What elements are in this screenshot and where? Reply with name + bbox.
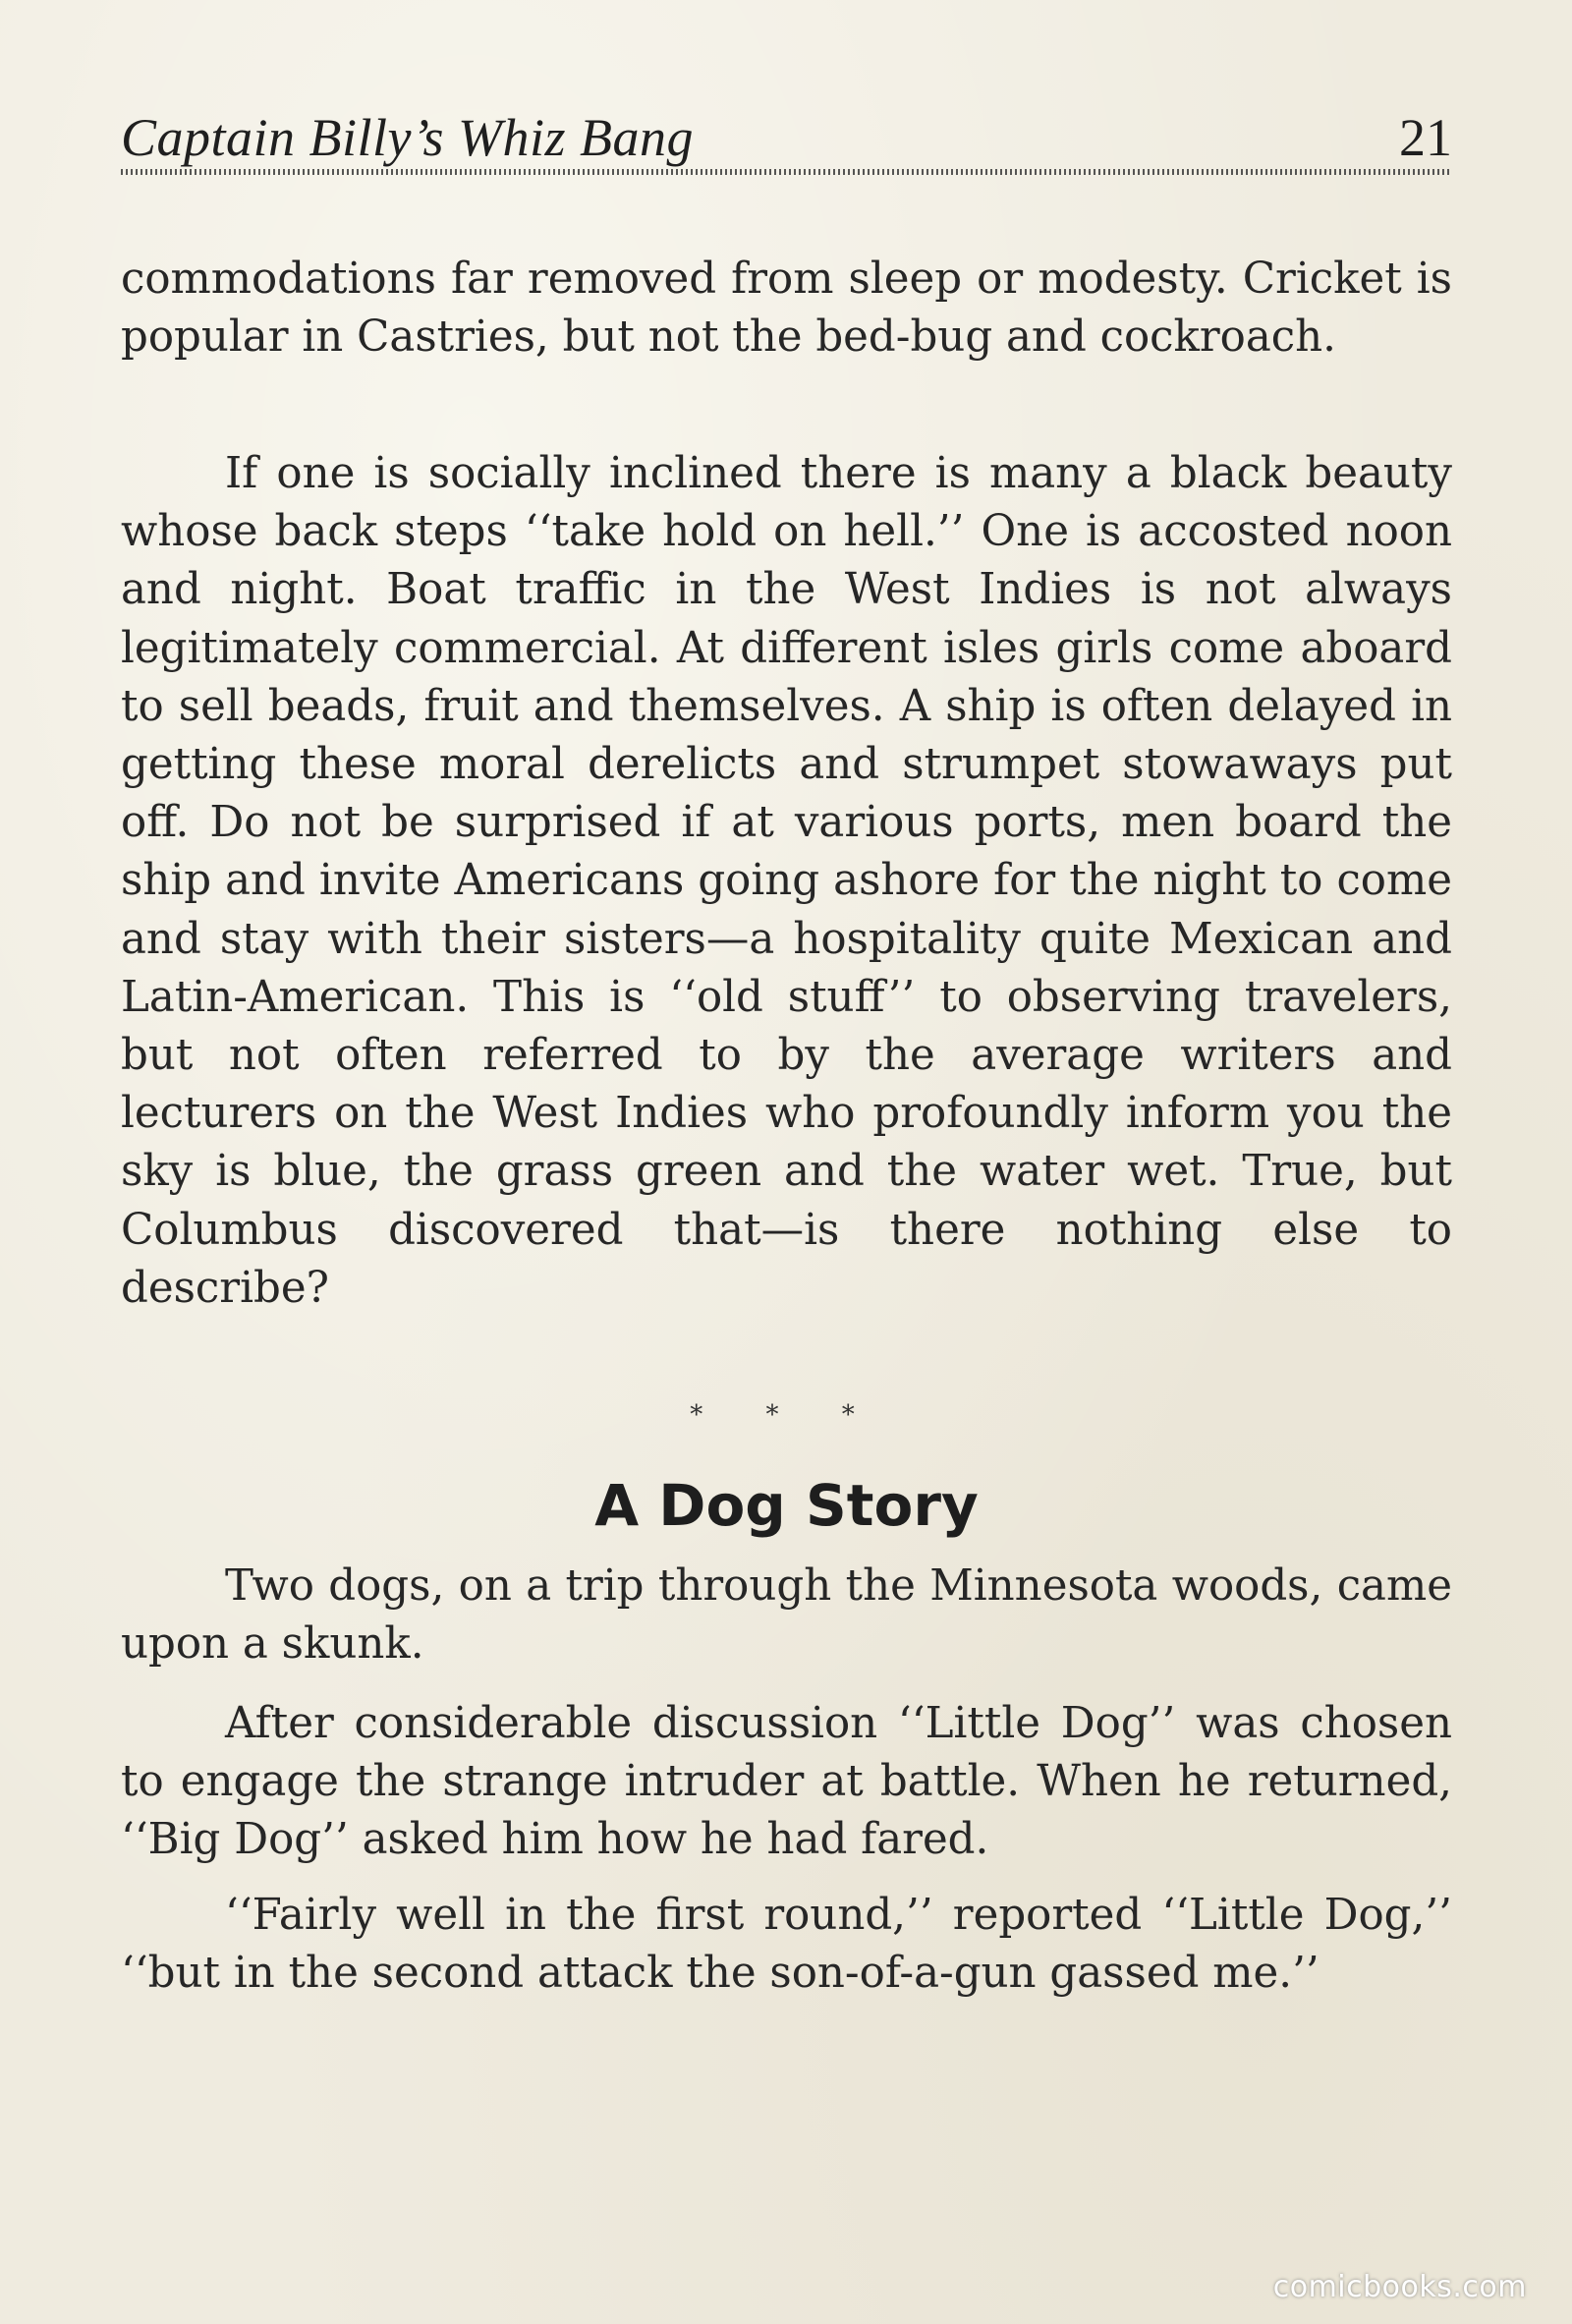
article-paragraph <box>121 445 1452 1318</box>
running-title: Captain Billy’s Whiz Bang <box>121 108 695 167</box>
running-head <box>121 103 1452 172</box>
paragraph-text: commodations far removed from sleep or modesty. Cricket is popular in Castries, but not the bed-bug and cockroach. <box>121 255 1452 363</box>
section-separator: * * * <box>690 1400 882 1430</box>
paragraph-text: If one is socially inclined there is many a black beauty whose back steps ‘‘take hold on hell.’’ One is accosted noon and night. Boat traffic in the West Indies is not always legitimately commercial. At different isles girls come aboard to sell beads, fruit and themselves. A ship is often delayed in getting these moral derelicts and strumpet stowaways put off. Do not be surprised if at various ports, men board the ship and invite Americans going ashore for the night to come and stay with their sisters—a hospitality quite Mexican and Latin-American. This is ‘‘old stuff’’ to observing travelers, but not often referred to by the average writers and lecturers on the West Indies who profoundly inform you the sky is blue, the grass green and the water wet. True, but Columbus discovered that—is there nothing else to describe? <box>121 449 1452 1313</box>
paragraph-text: ‘‘Fairly well in the first round,’’ reported ‘‘Little Dog,’’ ‘‘but in the second attack the son-of-a-gun gassed me.’’ <box>121 1891 1452 1999</box>
paragraph-text: After considerable discussion ‘‘Little Dog’’ was chosen to engage the strange intruder at battle. When he returned, ‘‘Big Dog’’ asked him how he had fared. <box>121 1699 1452 1865</box>
header-dotted-rule <box>121 169 1452 175</box>
site-watermark: comicbooks.com <box>1272 2270 1527 2304</box>
story-paragraph-2 <box>121 1695 1452 1870</box>
story-paragraph-3 <box>121 1887 1452 2003</box>
story-paragraph-1 <box>121 1558 1452 1673</box>
continued-paragraph <box>121 251 1452 367</box>
page-number: 21 <box>1399 108 1452 167</box>
story-title: A Dog Story <box>594 1472 979 1539</box>
paragraph-text: Two dogs, on a trip through the Minnesota woods, came upon a skunk. <box>121 1561 1452 1670</box>
